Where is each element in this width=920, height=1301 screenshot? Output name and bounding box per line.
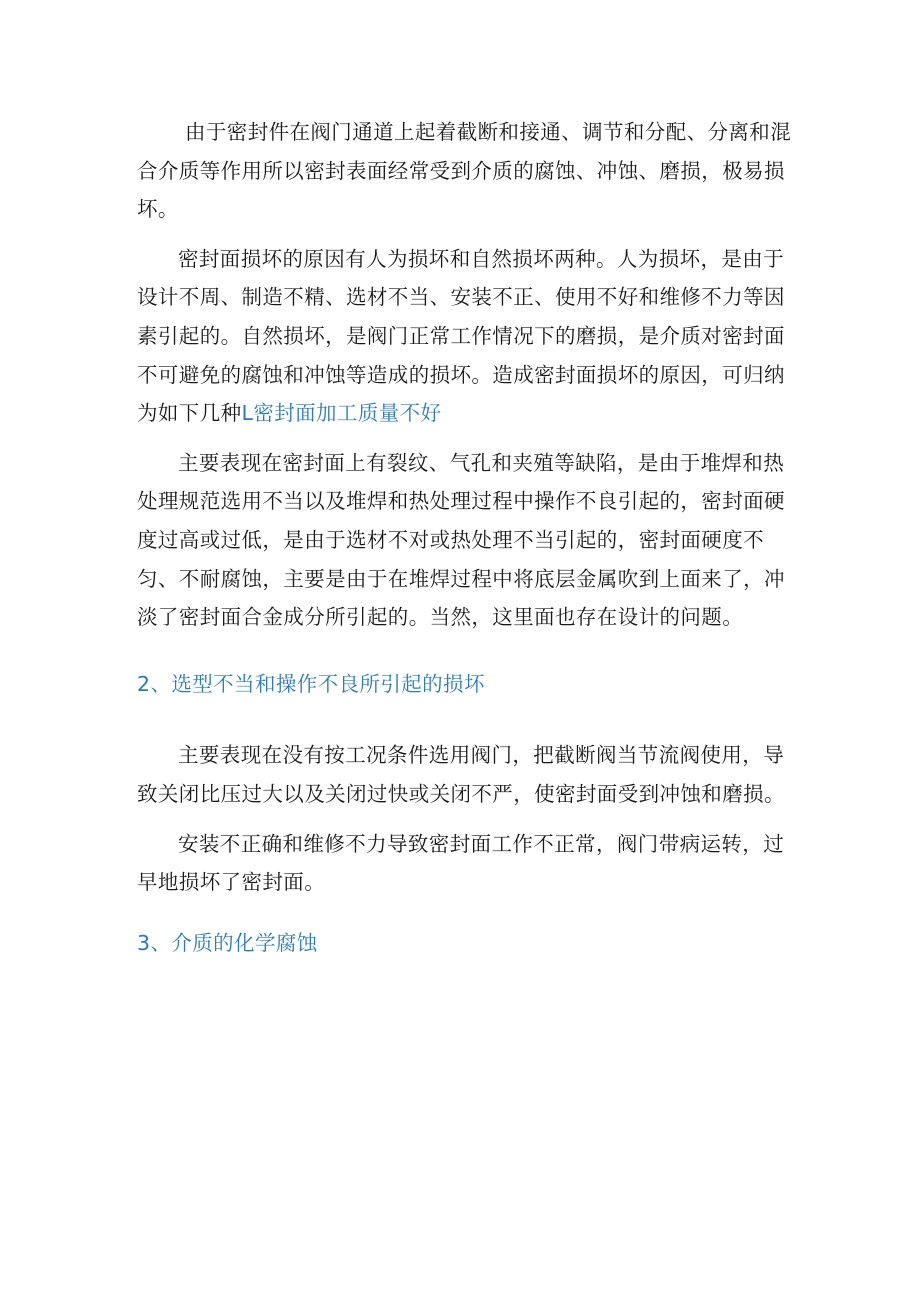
paragraph-1: 由于密封件在阀门通道上起着截断和接通、调节和分配、分离和混合介质等作用所以密封表面经常受到介质的腐蚀、冲蚀、磨损，极易损坏。 [137,120,792,222]
paragraph-3: 主要表现在密封面上有裂纹、气孔和夹殖等缺陷，是由于堆焊和热处理规范选用不当以及堆焊和热处理过程中操作不良引起的，密封面硬度过高或过低，是由于选材不对或热处理不当引起的，密封面硬度不匀、不耐腐蚀，主要是由于在堆焊过程中将底层金属吹到上面来了，冲淡了密封面合金成分所引起的。当然，这里面也存在设计的问题。 [137,450,785,630]
paragraph-2-text: 密封面损坏的原因有人为损坏和自然损坏两种。人为损坏，是由于设计不周、制造不精、选材不当、安装不正、使用不好和维修不力等因素引起的。自然损坏，是阀门正常工作情况下的磨损，是介质对密封面不可避免的腐蚀和冲蚀等造成的损坏。造成密封面损坏的原因，可归纳为如下几种 [137,246,785,426]
paragraph-2 [137,240,792,433]
subheading-1-inline: L密封面加工质量不好 [241,401,442,426]
section-heading-3: 3、介质的化学腐蚀 [137,930,318,955]
paragraph-4: 主要表现在没有按工况条件选用阀门，把截断阀当节流阀使用，导致关闭比压过大以及关闭过快或关闭不严，使密封面受到冲蚀和磨损。 [137,743,785,806]
section-heading-2: 2、选型不当和操作不良所引起的损坏 [137,671,485,696]
paragraph-5: 安装不正确和维修不力导致密封面工作不正常，阀门带病运转，过早地损坏了密封面。 [137,831,785,895]
